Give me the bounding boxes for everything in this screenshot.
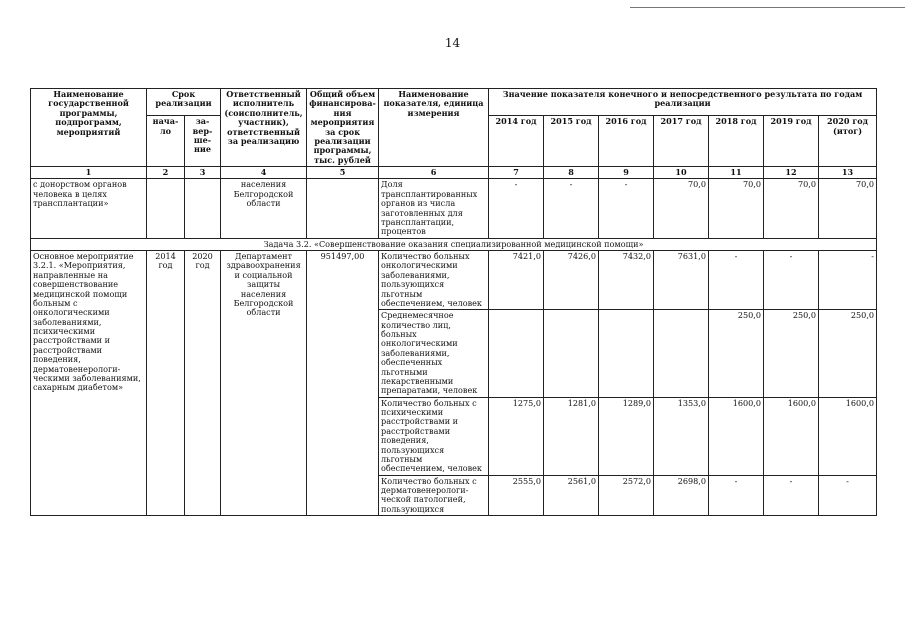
value-cell: 1353,0 [654, 397, 709, 475]
header-indicator: Наименование показателя, единица измерения [379, 89, 489, 167]
value-cell: 2698,0 [654, 475, 709, 516]
page-number: 14 [444, 36, 461, 50]
value-cell [599, 310, 654, 397]
indicator-cell: Доля трансплантированных органов из числа заготовленных для трансплантации, процентов [379, 179, 489, 238]
column-number-row [31, 167, 877, 179]
col-number: 9 [599, 167, 654, 179]
value-cell: - [764, 251, 819, 310]
value-cell: - [819, 475, 877, 516]
header-values: Значение показателя конечного и непосредственного результата по годам реализации [489, 89, 877, 116]
value-cell: - [709, 475, 764, 516]
value-cell: 7432,0 [599, 251, 654, 310]
event-name-cell: Основное мероприятие 3.2.1. «Мероприятия, направленные на совершенствование медицинской помощи больным с онкологическими заболеваниями, психическими расстройствами и расстройствами поведения, дерматовенерологи-ческими заболеваниями, сахарным диабетом» [31, 251, 147, 516]
value-cell: - [599, 179, 654, 238]
value-cell: 70,0 [709, 179, 764, 238]
header-row-1 [31, 89, 877, 116]
value-cell: - [544, 179, 599, 238]
col-number: 13 [819, 167, 877, 179]
col-number: 12 [764, 167, 819, 179]
value-cell: 7421,0 [489, 251, 544, 310]
value-cell: 7426,0 [544, 251, 599, 310]
header-end: за-вер-ше-ние [185, 116, 221, 167]
header-year-2017: 2017 год [654, 116, 709, 167]
value-cell: 70,0 [764, 179, 819, 238]
value-cell [544, 310, 599, 397]
header-start: нача-ло [147, 116, 185, 167]
header-term: Срок реализации [147, 89, 221, 116]
header-year-2019: 2019 год [764, 116, 819, 167]
value-cell: 1600,0 [709, 397, 764, 475]
col-number: 5 [307, 167, 379, 179]
table-row-continuation [31, 179, 877, 238]
value-cell [489, 310, 544, 397]
value-cell [654, 310, 709, 397]
value-cell: 250,0 [764, 310, 819, 397]
financing-cell: 951497,00 [307, 251, 379, 516]
value-cell: 70,0 [819, 179, 877, 238]
top-right-rule [630, 0, 905, 8]
col-number: 7 [489, 167, 544, 179]
value-cell: - [489, 179, 544, 238]
header-name: Наименование государственной программы, подпрограмм, мероприятий [31, 89, 147, 167]
indicator-cell: Количество больных с дерматовенерологи-ческой патологией, пользующихся [379, 475, 489, 516]
value-cell: - [764, 475, 819, 516]
value-cell: 1281,0 [544, 397, 599, 475]
indicator-cell: Среднемесячное количество лиц, больных онкологическими заболеваниями, обеспеченных льготными лекарственными препаратами, человек [379, 310, 489, 397]
col-number: 3 [185, 167, 221, 179]
value-cell: 250,0 [819, 310, 877, 397]
col-number: 4 [221, 167, 307, 179]
program-table [30, 88, 877, 516]
indicator-cell: Количество больных онкологическими заболеваниями, пользующихся льготным обеспечением, человек [379, 251, 489, 310]
event-name-cell: с донорством органов человека в целях трансплантации» [31, 179, 147, 238]
task-row [31, 238, 877, 250]
value-cell: 2555,0 [489, 475, 544, 516]
value-cell: 2561,0 [544, 475, 599, 516]
value-cell: 250,0 [709, 310, 764, 397]
header-year-2016: 2016 год [599, 116, 654, 167]
value-cell: 1289,0 [599, 397, 654, 475]
value-cell: - [709, 251, 764, 310]
task-title: Задача 3.2. «Совершенствование оказания специализированной медицинской помощи» [31, 238, 877, 250]
col-number: 10 [654, 167, 709, 179]
table-row-indicator-1 [31, 251, 877, 310]
header-year-2015: 2015 год [544, 116, 599, 167]
end-year-cell: 2020 год [185, 251, 221, 516]
value-cell: 1600,0 [764, 397, 819, 475]
value-cell: 70,0 [654, 179, 709, 238]
header-year-2018: 2018 год [709, 116, 764, 167]
value-cell: 1600,0 [819, 397, 877, 475]
col-number: 11 [709, 167, 764, 179]
col-number: 8 [544, 167, 599, 179]
value-cell: - [819, 251, 877, 310]
responsible-cell: населения Белгородской области [221, 179, 307, 238]
col-number: 6 [379, 167, 489, 179]
value-cell: 2572,0 [599, 475, 654, 516]
header-year-2014: 2014 год [489, 116, 544, 167]
header-responsible: Ответственный исполнитель (соисполнитель, участник), ответственный за реализацию [221, 89, 307, 167]
value-cell: 1275,0 [489, 397, 544, 475]
col-number: 2 [147, 167, 185, 179]
indicator-cell: Количество больных с психическими расстройствами и расстройствами поведения, пользующихся льготным обеспечением, человек [379, 397, 489, 475]
col-number: 1 [31, 167, 147, 179]
header-year-2020: 2020 год (итог) [819, 116, 877, 167]
responsible-cell: Департамент здравоохранения и социальной защиты населения Белгородской области [221, 251, 307, 516]
header-financing: Общий объем финансирова-ния мероприятия за срок реализации программы, тыс. рублей [307, 89, 379, 167]
start-year-cell: 2014 год [147, 251, 185, 516]
value-cell: 7631,0 [654, 251, 709, 310]
